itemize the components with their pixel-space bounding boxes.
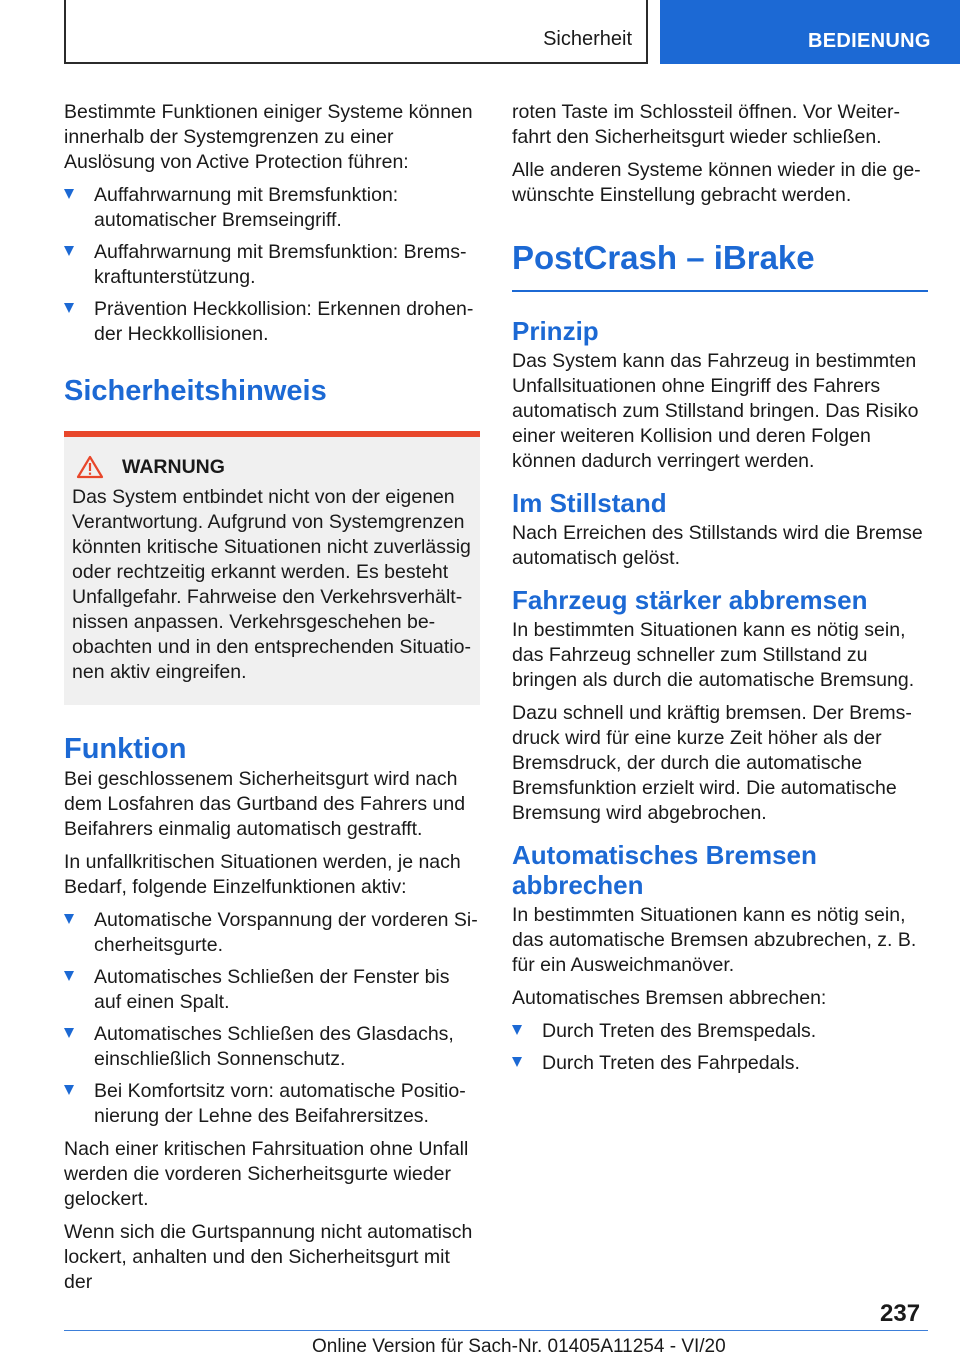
bullet-triangle-icon — [512, 1057, 522, 1067]
list-item — [64, 908, 480, 958]
function-paragraph-4: Wenn sich die Gurtspannung nicht automatisch lockert, anhalten und den Sicherheitsgurt mit der — [64, 1221, 473, 1293]
cancel-braking-paragraph-2: Automatisches Bremsen abbrechen: — [512, 987, 827, 1009]
bullet-triangle-icon — [64, 189, 74, 199]
right-column — [512, 100, 928, 1084]
list-item — [64, 1079, 480, 1129]
cancel-list — [512, 1019, 928, 1076]
stronger-braking-paragraph-1: In bestimmten Situationen kann es nötig sein, das Fahrzeug schneller zum Stillstand zu bringen als durch die automatische Bremsung. — [512, 619, 915, 691]
stronger-braking-heading: Fahrzeug stärker abbremsen — [512, 585, 868, 615]
list-item — [512, 1019, 928, 1044]
warning-label: WARNUNG — [122, 455, 225, 478]
list-item — [64, 965, 480, 1015]
list-item-text: Durch Treten des Fahrpedals. — [542, 1052, 800, 1074]
intro-list — [64, 183, 480, 347]
list-item-text: Auffahrwarnung mit Bremsfunktion: automatischer Bremseingriff. — [94, 184, 399, 231]
continued-paragraph-2: Alle anderen Systeme können wieder in die gewünschte Einstellung gebracht werden. — [512, 159, 921, 206]
header-chapter-tab — [660, 0, 960, 64]
bullet-triangle-icon — [64, 303, 74, 313]
list-item-text: Auffahrwarnung mit Bremsfunktion: Bremskraftunterstützung. — [94, 241, 467, 288]
principle-heading: Prinzip — [512, 316, 599, 346]
header-section-box — [64, 0, 648, 64]
safety-heading: Sicherheitshinweis — [64, 375, 327, 407]
bullet-triangle-icon — [64, 246, 74, 256]
function-list — [64, 908, 480, 1129]
bullet-triangle-icon — [64, 971, 74, 981]
list-item-text: Bei Komfortsitz vorn: automatische Positionierung der Lehne des Beifahrersitzes. — [94, 1080, 466, 1127]
function-paragraph-3: Nach einer kritischen Fahrsituation ohne Unfall werden die vorderen Sicherheitsgurte wieder gelockert. — [64, 1138, 469, 1210]
list-item — [64, 183, 480, 233]
warning-text: Das System entbindet nicht von der eigenen Verantwortung. Aufgrund von Systemgrenzen könnten kritische Situationen nicht zuverlässig oder rechtzeitig erkannt werden. Es besteht Unfallgefahr. Fahrweise den Verkehrsverhältnissen anpassen. Verkehrsgeschehen beobachten und in den entsprechenden Situationen aktiv eingreifen. — [72, 486, 471, 683]
cancel-braking-heading: Automatisches Bremsen abbrechen — [512, 840, 817, 900]
principle-text: Das System kann das Fahrzeug in bestimmten Unfallsituationen ohne Eingriff des Fahrers automatisch zum Stillstand bringen. Das Risiko einer weiteren Kollision und deren Folgen können dadurch verringert werden. — [512, 350, 919, 472]
header-chapter-title: BEDIENUNG — [808, 30, 931, 52]
warning-header — [76, 455, 472, 479]
footer-divider — [64, 1330, 928, 1331]
left-column — [64, 100, 480, 1303]
standstill-text: Nach Erreichen des Stillstands wird die Bremse automatisch gelöst. — [512, 522, 923, 569]
cancel-braking-paragraph-1: In bestimmten Situationen kann es nötig sein, das automatische Bremsen abzubrechen, z. B. für ein Ausweichmanöver. — [512, 904, 917, 976]
stronger-braking-paragraph-2: Dazu schnell und kräftig bremsen. Der Bremsdruck wird für eine kurze Zeit höher als der Bremsdruck, der durch die automatische Bremsfunktion erzielt wird. Die automatische Bremsung wird abgebrochen. — [512, 702, 912, 824]
bullet-triangle-icon — [512, 1025, 522, 1035]
standstill-heading: Im Stillstand — [512, 488, 667, 518]
list-item-text: Durch Treten des Bremspedals. — [542, 1020, 817, 1042]
bullet-triangle-icon — [64, 1085, 74, 1095]
header-section-title: Sicherheit — [543, 28, 632, 50]
function-paragraph-1: Bei geschlossenem Sicherheitsgurt wird nach dem Losfahren das Gurtband des Fahrers und Beifahrers einmalig automatisch gestrafft. — [64, 768, 466, 840]
continued-paragraph-1: roten Taste im Schlossteil öffnen. Vor Weiterfahrt den Sicherheitsgurt wieder schließen. — [512, 101, 901, 148]
bullet-triangle-icon — [64, 1028, 74, 1038]
list-item-text: Automatisches Schließen des Glasdachs, einschließlich Sonnenschutz. — [94, 1023, 454, 1070]
list-item — [64, 1022, 480, 1072]
list-item — [64, 297, 480, 347]
footer-online-version: Online Version für Sach-Nr. 01405A11254 - VI/20 — [312, 1336, 726, 1357]
warning-box — [64, 437, 480, 705]
list-item — [512, 1051, 928, 1076]
function-heading: Funktion — [64, 733, 187, 765]
list-item-text: Automatisches Schließen der Fenster bis auf einen Spalt. — [94, 966, 450, 1013]
warning-triangle-icon — [76, 455, 104, 479]
intro-paragraph: Bestimmte Funktionen einiger Systeme können innerhalb der Systemgrenzen zu einer Auslösung von Active Protection führen: — [64, 101, 473, 173]
list-item-text: Prävention Heckkollision: Erkennen drohender Heckkollisionen. — [94, 298, 474, 345]
list-item-text: Automatische Vorspannung der vorderen Sicherheitsgurte. — [94, 909, 478, 956]
bullet-triangle-icon — [64, 914, 74, 924]
postcrash-heading: PostCrash – iBrake — [512, 238, 928, 292]
function-paragraph-2: In unfallkritischen Situationen werden, je nach Bedarf, folgende Einzelfunktionen aktiv: — [64, 851, 461, 898]
page-number: 237 — [880, 1300, 921, 1327]
list-item — [64, 240, 480, 290]
